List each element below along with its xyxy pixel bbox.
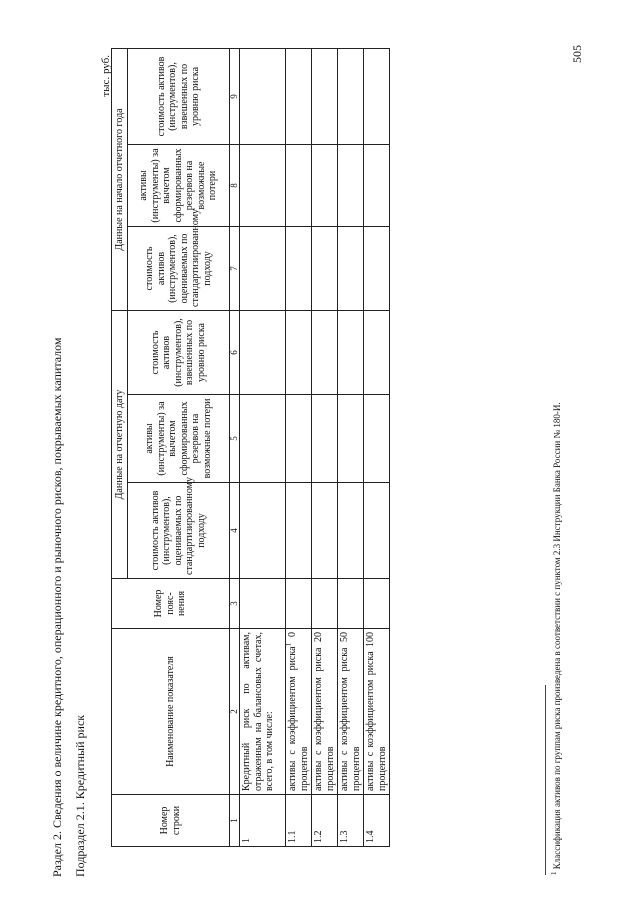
value-cell bbox=[240, 226, 286, 310]
column-number: 7 bbox=[230, 226, 240, 310]
units-label: тыс. руб. bbox=[100, 55, 112, 97]
footnote-marker: 1 bbox=[550, 871, 558, 875]
header-group-reporting-date: Данные на отчетную дату bbox=[112, 310, 128, 578]
value-cell bbox=[312, 48, 338, 144]
header-col4: стоимость активов (инструментов), оцениваемых по стандартизированному подходу bbox=[128, 483, 230, 579]
section-title: Раздел 2. Сведения о величине кредитного, операционного и рыночного рисков, покрываемых капиталом bbox=[50, 337, 64, 877]
column-number: 3 bbox=[230, 579, 240, 629]
header-col8: активы (инструменты) за вычетом сформированных резервов на возможные потери bbox=[128, 144, 230, 226]
value-cell bbox=[338, 48, 364, 144]
column-number: 2 bbox=[230, 629, 240, 795]
value-cell bbox=[338, 144, 364, 226]
row-number-cell: 1.4 bbox=[364, 795, 390, 847]
value-cell bbox=[286, 48, 312, 144]
table-row bbox=[364, 48, 390, 846]
row-number-cell: 1.3 bbox=[338, 795, 364, 847]
header-note-number: Номер пояс-нения bbox=[112, 579, 230, 629]
header-group-start-of-year: Данные на начало отчетного года bbox=[112, 48, 128, 310]
value-cell bbox=[286, 226, 312, 310]
value-cell bbox=[312, 144, 338, 226]
value-cell bbox=[364, 395, 390, 483]
indicator-name-cell: активы с коэффициентом риска 50 процентов bbox=[338, 629, 364, 795]
column-number: 4 bbox=[230, 483, 240, 579]
page-number: 505 bbox=[570, 45, 584, 63]
value-cell bbox=[286, 310, 312, 394]
value-cell bbox=[364, 48, 390, 144]
value-cell bbox=[312, 395, 338, 483]
value-cell bbox=[312, 310, 338, 394]
value-cell bbox=[364, 310, 390, 394]
value-cell bbox=[286, 483, 312, 579]
column-number: 5 bbox=[230, 395, 240, 483]
note-cell bbox=[338, 579, 364, 629]
value-cell bbox=[240, 395, 286, 483]
value-cell bbox=[364, 483, 390, 579]
table-row bbox=[312, 48, 338, 846]
header-col6: стоимость активов (инструментов), взвешенных по уровню риска bbox=[128, 310, 230, 394]
value-cell bbox=[240, 144, 286, 226]
header-col9: стоимость активов (инструментов), взвешенных по уровню риска bbox=[128, 48, 230, 144]
value-cell bbox=[338, 395, 364, 483]
header-indicator-name: Наименование показателя bbox=[112, 629, 230, 795]
value-cell bbox=[286, 144, 312, 226]
header-col5: активы (инструменты) за вычетом сформированных резервов на возможные потери bbox=[128, 395, 230, 483]
note-cell bbox=[312, 579, 338, 629]
table-row bbox=[240, 48, 286, 846]
indicator-name-cell: активы с коэффициентом риска 100 процентов bbox=[364, 629, 390, 795]
value-cell bbox=[240, 483, 286, 579]
value-cell bbox=[312, 483, 338, 579]
column-number: 6 bbox=[230, 310, 240, 394]
table-row bbox=[338, 48, 364, 846]
value-cell bbox=[364, 144, 390, 226]
column-number: 1 bbox=[230, 795, 240, 847]
row-number-cell: 1.1 bbox=[286, 795, 312, 847]
footnote-marker: 1 bbox=[284, 642, 293, 647]
value-cell bbox=[364, 226, 390, 310]
header-col7: стоимость активов (инструментов), оцениваемых по стандартизированному подходу bbox=[128, 226, 230, 310]
indicator-name-cell: активы с коэффициентом риска$^1$ 0 процентов bbox=[286, 629, 312, 795]
footnote-divider bbox=[545, 685, 546, 875]
value-cell bbox=[338, 226, 364, 310]
header-row-number: Номер строки bbox=[112, 795, 230, 847]
credit-risk-table bbox=[111, 48, 390, 847]
indicator-name-cell: Кредитный риск по активам, отраженным на балансовых счетах, всего, в том числе: bbox=[240, 629, 286, 795]
column-number: 9 bbox=[230, 48, 240, 144]
row-number-cell: 1 bbox=[240, 795, 286, 847]
row-number-cell: 1.2 bbox=[312, 795, 338, 847]
value-cell bbox=[312, 226, 338, 310]
header-row-groups bbox=[112, 48, 128, 846]
table-row bbox=[286, 48, 312, 846]
column-number-row bbox=[230, 48, 240, 846]
indicator-name-cell: активы с коэффициентом риска 20 процентов bbox=[312, 629, 338, 795]
note-cell bbox=[240, 579, 286, 629]
value-cell bbox=[286, 395, 312, 483]
column-number: 8 bbox=[230, 144, 240, 226]
value-cell bbox=[338, 483, 364, 579]
subsection-title: Подраздел 2.1. Кредитный риск bbox=[73, 714, 87, 877]
footnote: $^1$ Классификация активов по группам риска произведена в соответствии с пунктом 2.3 Инструкции Банка России № 180-И. bbox=[550, 402, 562, 875]
value-cell bbox=[240, 48, 286, 144]
note-cell bbox=[364, 579, 390, 629]
value-cell bbox=[338, 310, 364, 394]
value-cell bbox=[240, 310, 286, 394]
note-cell bbox=[286, 579, 312, 629]
